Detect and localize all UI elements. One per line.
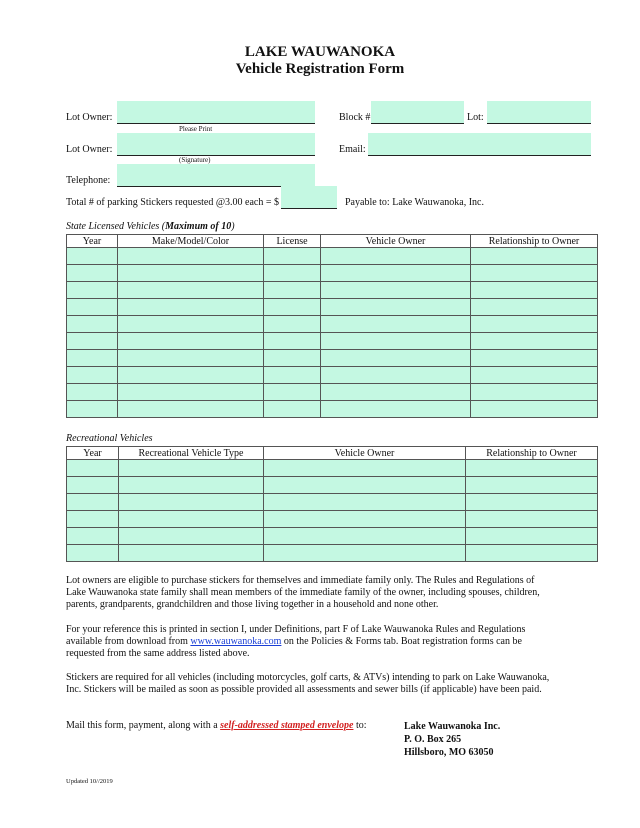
state-vehicle-input-cell[interactable] [471, 333, 598, 350]
stamped-envelope-highlight: self-addressed stamped envelope [220, 720, 354, 731]
state-vehicle-input-cell[interactable] [67, 384, 118, 401]
state-vehicle-input-cell[interactable] [471, 367, 598, 384]
rec-vehicle-input-cell[interactable] [264, 545, 466, 562]
website-link[interactable]: www.wauwanoka.com [190, 636, 282, 648]
rec-vehicle-input-cell[interactable] [264, 511, 466, 528]
state-vehicle-input-cell[interactable] [118, 265, 264, 282]
state-vehicle-col-header: Vehicle Owner [321, 235, 471, 248]
mail-text-after: to: [353, 720, 367, 731]
telephone-field[interactable] [117, 164, 315, 187]
state-vehicle-input-cell[interactable] [67, 401, 118, 418]
state-vehicle-input-cell[interactable] [471, 282, 598, 299]
state-vehicle-input-cell[interactable] [67, 350, 118, 367]
rec-vehicle-input-cell[interactable] [119, 511, 264, 528]
state-vehicle-input-cell[interactable] [321, 248, 471, 265]
state-vehicle-input-cell[interactable] [264, 316, 321, 333]
rec-vehicle-input-cell[interactable] [466, 477, 598, 494]
state-vehicle-row [67, 248, 598, 265]
rec-vehicle-input-cell[interactable] [466, 528, 598, 545]
rec-vehicle-row [67, 460, 598, 477]
state-vehicles-heading-max: Maximum of 10 [165, 221, 232, 232]
state-vehicle-col-header: Relationship to Owner [471, 235, 598, 248]
state-vehicle-input-cell[interactable] [471, 316, 598, 333]
state-vehicle-input-cell[interactable] [321, 299, 471, 316]
state-vehicle-input-cell[interactable] [264, 333, 321, 350]
state-vehicle-input-cell[interactable] [67, 316, 118, 333]
rec-vehicle-input-cell[interactable] [67, 528, 119, 545]
state-vehicle-input-cell[interactable] [471, 299, 598, 316]
email-field[interactable] [368, 133, 591, 156]
address-line-2: P. O. Box 265 [404, 734, 462, 745]
rec-vehicle-col-header: Vehicle Owner [264, 447, 466, 460]
rec-vehicle-input-cell[interactable] [466, 511, 598, 528]
state-vehicle-input-cell[interactable] [67, 265, 118, 282]
state-vehicle-input-cell[interactable] [321, 350, 471, 367]
state-vehicle-input-cell[interactable] [67, 333, 118, 350]
rec-vehicle-input-cell[interactable] [119, 477, 264, 494]
state-vehicle-input-cell[interactable] [67, 367, 118, 384]
stickers-amount-field[interactable] [281, 186, 337, 209]
state-vehicle-input-cell[interactable] [264, 299, 321, 316]
reference-paragraph [66, 624, 556, 661]
state-vehicles-heading-prefix: State Licensed Vehicles ( [66, 221, 166, 232]
state-vehicle-input-cell[interactable] [471, 401, 598, 418]
state-vehicle-input-cell[interactable] [118, 350, 264, 367]
mail-text-before: Mail this form, payment, along with a [66, 720, 221, 731]
lot-number-field[interactable] [487, 101, 591, 124]
lot-label: Lot: [467, 112, 484, 123]
lot-owner-signature-field[interactable] [117, 133, 315, 156]
state-vehicle-input-cell[interactable] [118, 299, 264, 316]
state-vehicle-input-cell[interactable] [471, 248, 598, 265]
state-vehicle-input-cell[interactable] [67, 282, 118, 299]
rec-vehicle-row [67, 545, 598, 562]
stickers-requested-label: Total # of parking Stickers requested @3.00 each = $ [66, 197, 279, 208]
lot-owner-signature-label: Lot Owner: [66, 144, 113, 155]
form-title: LAKE WAUWANOKA [244, 44, 396, 60]
block-label: Block # [339, 112, 371, 123]
address-line-1: Lake Wauwanoka Inc. [404, 721, 501, 732]
state-vehicle-input-cell[interactable] [471, 384, 598, 401]
lot-owner-label: Lot Owner: [66, 112, 113, 123]
state-vehicle-input-cell[interactable] [118, 367, 264, 384]
state-vehicle-row [67, 299, 598, 316]
rec-vehicle-input-cell[interactable] [466, 460, 598, 477]
state-vehicle-input-cell[interactable] [321, 384, 471, 401]
rec-vehicle-input-cell[interactable] [466, 494, 598, 511]
state-vehicles-table [66, 234, 598, 418]
eligibility-paragraph: Lot owners are eligible to purchase stickers for themselves and immediate family only. The Rules and Regulations of Lake Wauwanoka state family shall mean members of the immediate family of the owner, including spouses, children, parents, grandparents, grandchildren and those living together in a household and none other. [66, 575, 540, 611]
reference-text-after: on the Policies & Forms tab. Boat registration forms can be requested from the same address listed above. [66, 636, 522, 660]
address-line-3: Hillsboro, MO 63050 [404, 747, 494, 758]
state-vehicle-input-cell[interactable] [118, 401, 264, 418]
state-vehicle-input-cell[interactable] [321, 367, 471, 384]
state-vehicle-col-header: License [264, 235, 321, 248]
block-number-field[interactable] [371, 101, 464, 124]
telephone-label: Telephone: [66, 175, 111, 186]
mailing-address [404, 720, 500, 759]
state-vehicle-input-cell[interactable] [118, 248, 264, 265]
mail-instructions [66, 720, 396, 732]
state-vehicle-col-header: Make/Model/Color [118, 235, 264, 248]
state-vehicle-row [67, 350, 598, 367]
state-vehicle-input-cell[interactable] [67, 299, 118, 316]
email-label: Email: [339, 144, 366, 155]
updated-date: Updated 10//2019 [66, 778, 113, 785]
state-vehicle-input-cell[interactable] [118, 316, 264, 333]
rec-vehicle-input-cell[interactable] [67, 511, 119, 528]
reference-text-before: For your reference this is printed in section I, under Definitions, part F of Lake Wauwanoka Rules and Regulations available from download from [66, 624, 526, 648]
rec-vehicle-input-cell[interactable] [119, 545, 264, 562]
stickers-required-paragraph: Stickers are required for all vehicles (including motorcycles, golf carts, & ATVs) intending to park on Lake Wauwanoka, Inc. Stickers will be mailed as soon as possible provided all assessments and sewer bills (if applicable) have been paid. [66, 672, 550, 696]
rec-vehicle-row [67, 477, 598, 494]
state-table-header-row [67, 235, 598, 248]
rec-vehicle-input-cell[interactable] [264, 460, 466, 477]
rec-vehicle-input-cell[interactable] [67, 477, 119, 494]
state-vehicle-input-cell[interactable] [321, 333, 471, 350]
state-vehicle-row [67, 316, 598, 333]
rec-vehicle-input-cell[interactable] [67, 460, 119, 477]
state-vehicle-input-cell[interactable] [264, 384, 321, 401]
state-vehicle-row [67, 282, 598, 299]
state-vehicle-input-cell[interactable] [321, 265, 471, 282]
state-vehicles-heading-suffix: ) [231, 221, 235, 232]
state-vehicle-input-cell[interactable] [321, 316, 471, 333]
rec-vehicle-input-cell[interactable] [264, 494, 466, 511]
please-print-hint: Please Print [179, 125, 213, 133]
rec-vehicle-input-cell[interactable] [119, 460, 264, 477]
state-vehicle-input-cell[interactable] [264, 350, 321, 367]
rec-vehicle-input-cell[interactable] [67, 494, 119, 511]
rec-vehicle-input-cell[interactable] [67, 545, 119, 562]
recreational-vehicles-table [66, 446, 598, 562]
rec-vehicle-col-header: Year [67, 447, 119, 460]
recreational-vehicles-heading: Recreational Vehicles [66, 433, 153, 444]
rec-vehicle-row [67, 511, 598, 528]
rec-vehicle-input-cell[interactable] [264, 477, 466, 494]
state-vehicles-heading [66, 221, 235, 232]
state-vehicle-input-cell[interactable] [264, 367, 321, 384]
state-vehicle-input-cell[interactable] [264, 265, 321, 282]
state-vehicle-input-cell[interactable] [264, 282, 321, 299]
rec-vehicle-col-header: Recreational Vehicle Type [119, 447, 264, 460]
lot-owner-name-field[interactable] [117, 101, 315, 124]
state-vehicle-input-cell[interactable] [67, 248, 118, 265]
state-vehicle-row [67, 333, 598, 350]
state-vehicle-input-cell[interactable] [471, 265, 598, 282]
state-vehicle-input-cell[interactable] [118, 333, 264, 350]
rec-vehicle-col-header: Relationship to Owner [466, 447, 598, 460]
state-vehicle-input-cell[interactable] [118, 282, 264, 299]
rec-vehicle-row [67, 528, 598, 545]
state-vehicle-input-cell[interactable] [471, 350, 598, 367]
payable-to-text: Payable to: Lake Wauwanoka, Inc. [345, 197, 484, 208]
state-vehicle-input-cell[interactable] [321, 282, 471, 299]
rec-vehicle-input-cell[interactable] [119, 494, 264, 511]
state-vehicle-input-cell[interactable] [264, 248, 321, 265]
state-vehicle-row [67, 367, 598, 384]
state-vehicle-input-cell[interactable] [264, 401, 321, 418]
state-vehicle-input-cell[interactable] [321, 401, 471, 418]
signature-hint: (Signature) [179, 156, 211, 164]
rec-vehicle-input-cell[interactable] [119, 528, 264, 545]
state-vehicle-row [67, 265, 598, 282]
state-vehicle-row [67, 384, 598, 401]
form-subtitle: Vehicle Registration Form [235, 61, 405, 77]
state-vehicle-row [67, 401, 598, 418]
rec-vehicle-row [67, 494, 598, 511]
rec-vehicle-input-cell[interactable] [264, 528, 466, 545]
rec-vehicle-input-cell[interactable] [466, 545, 598, 562]
state-vehicle-col-header: Year [67, 235, 118, 248]
state-vehicle-input-cell[interactable] [118, 384, 264, 401]
rec-table-header-row [67, 447, 598, 460]
